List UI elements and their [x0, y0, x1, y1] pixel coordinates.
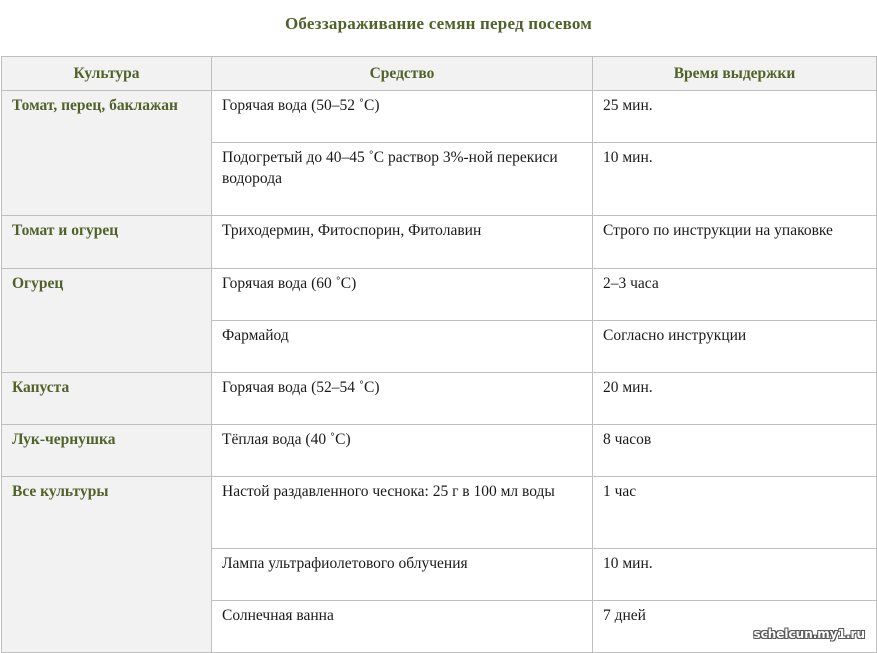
table-row — [2, 373, 877, 425]
agent-cell: Лампа ультрафиолетового облучения — [212, 549, 593, 601]
agent-cell: Триходермин, Фитоспорин, Фитолавин — [212, 216, 593, 269]
time-cell: 8 часов — [593, 425, 877, 477]
time-cell: 1 час — [593, 477, 877, 549]
agent-cell: Горячая вода (50–52 ˚С) — [212, 91, 593, 143]
time-cell: 7 дней — [593, 601, 877, 653]
table-row — [2, 216, 877, 269]
disinfection-table — [1, 56, 877, 653]
crop-cell: Огурец — [2, 269, 212, 373]
table-header-row — [2, 57, 877, 91]
table-row — [2, 91, 877, 143]
crop-cell: Все культуры — [2, 477, 212, 653]
time-cell: 20 мин. — [593, 373, 877, 425]
column-header-time: Время выдержки — [593, 57, 877, 91]
time-cell: Строго по инструкции на упаковке — [593, 216, 877, 269]
agent-cell: Настой раздавленного чеснока: 25 г в 100 мл воды — [212, 477, 593, 549]
time-cell: 2–3 часа — [593, 269, 877, 321]
agent-cell: Солнечная ванна — [212, 601, 593, 653]
time-cell: 25 мин. — [593, 91, 877, 143]
page-title: Обеззараживание семян перед посевом — [284, 14, 593, 33]
time-cell: 10 мин. — [593, 143, 877, 216]
table-row — [2, 425, 877, 477]
time-cell: Согласно инструкции — [593, 321, 877, 373]
column-header-agent: Средство — [212, 57, 593, 91]
site-watermark: schelcun.my1.ru — [753, 627, 865, 641]
agent-text: Подогретый до 40–45 ˚С раствор 3%-ной перекиси водорода — [222, 149, 558, 187]
agent-cell — [212, 143, 593, 216]
crop-cell: Томат и огурец — [2, 216, 212, 269]
table-row — [2, 477, 877, 549]
agent-cell: Горячая вода (52–54 ˚С) — [212, 373, 593, 425]
agent-cell: Тёплая вода (40 ˚С) — [212, 425, 593, 477]
table-row — [2, 269, 877, 321]
agent-cell: Фармайод — [212, 321, 593, 373]
crop-cell: Капуста — [2, 373, 212, 425]
agent-cell: Горячая вода (60 ˚С) — [212, 269, 593, 321]
time-cell: 10 мин. — [593, 549, 877, 601]
crop-cell: Лук-чернушка — [2, 425, 212, 477]
crop-cell: Томат, перец, баклажан — [2, 91, 212, 216]
column-header-crop: Культура — [2, 57, 212, 91]
